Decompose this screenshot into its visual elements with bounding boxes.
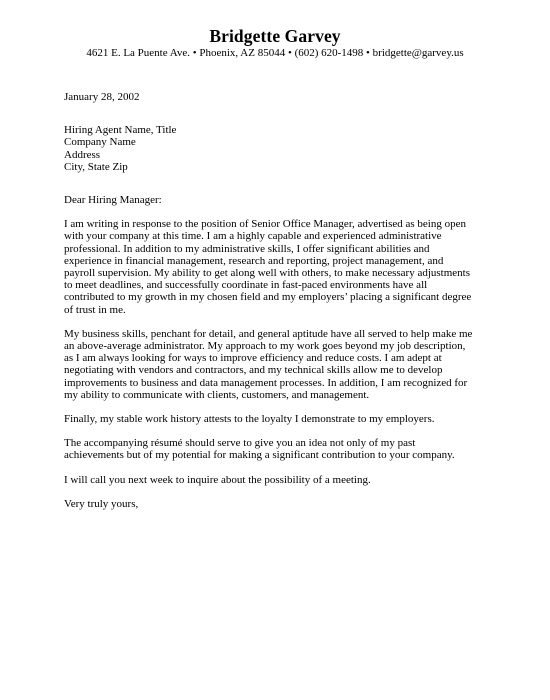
- paragraph-line: I am writing in response to the position of Senior Office Manager, advertised as being open: [64, 218, 466, 231]
- paragraph-line: Finally, my stable work history attests to the loyalty I demonstrate to my employers.: [64, 413, 435, 426]
- paragraph-line: an above-average administrator. My approach to my work goes beyond my job description,: [64, 340, 466, 353]
- recipient-street: Address: [64, 148, 101, 161]
- paragraph-line: as I am always looking for ways to improve efficiency and reduce costs. I am adept at: [64, 352, 442, 365]
- recipient-name-title: Hiring Agent Name, Title: [64, 124, 177, 137]
- paragraph-line: negotiating with vendors and contractors, and my technical skills allow me to develop: [64, 364, 443, 377]
- paragraph-skills: [64, 328, 504, 401]
- paragraph-line: improvements to business and data management processes. In addition, I am recognized for: [64, 376, 468, 389]
- paragraph-line: with your company at this time. I am a highly capable and experienced administrative: [64, 230, 442, 243]
- paragraph-line: payroll supervision. My ability to get along well with others, to make necessary adjustments: [64, 267, 471, 280]
- closing: Very truly yours,: [64, 497, 139, 510]
- paragraph-line: experience in financial management, research and reporting, project management, and: [64, 254, 444, 267]
- paragraph-line: to meet deadlines, and successfully coordinate in fast-paced environments have all: [64, 279, 428, 292]
- recipient-company: Company Name: [64, 136, 136, 149]
- paragraph-resume: [64, 437, 504, 461]
- salutation: Dear Hiring Manager:: [64, 194, 162, 207]
- recipient-city-state-zip: City, State Zip: [64, 160, 128, 173]
- letter-date: January 28, 2002: [64, 91, 140, 103]
- paragraph-loyalty: [64, 413, 504, 425]
- paragraph-line: contributed to my growth in my chosen field and my employers’ placing a significant degree: [64, 291, 472, 304]
- paragraph-line: My business skills, penchant for detail, and general aptitude have all served to help make me: [64, 327, 473, 340]
- letterhead: [0, 26, 550, 60]
- paragraph-line: The accompanying résumé should serve to give you an idea not only of my past: [64, 437, 416, 450]
- paragraph-followup: [64, 474, 504, 486]
- paragraph-intro: [64, 218, 504, 316]
- letter-body: [64, 91, 504, 510]
- sender-contact-line: 4621 E. La Puente Ave. • Phoenix, AZ 85044 • (602) 620-1498 • bridgette@garvey.us: [86, 47, 464, 59]
- paragraph-line: professional. In addition to my administrative skills, I offer significant abilities and: [64, 242, 430, 255]
- sender-name: Bridgette Garvey: [209, 26, 341, 46]
- paragraph-line: achievements but of my potential for making a significant contribution to your company.: [64, 449, 455, 462]
- paragraph-line: I will call you next week to inquire about the possibility of a meeting.: [64, 473, 371, 486]
- paragraph-line: my ability to communicate with clients, customers, and management.: [64, 388, 370, 401]
- paragraph-line: of trust in me.: [64, 303, 126, 316]
- recipient-address: [64, 124, 504, 173]
